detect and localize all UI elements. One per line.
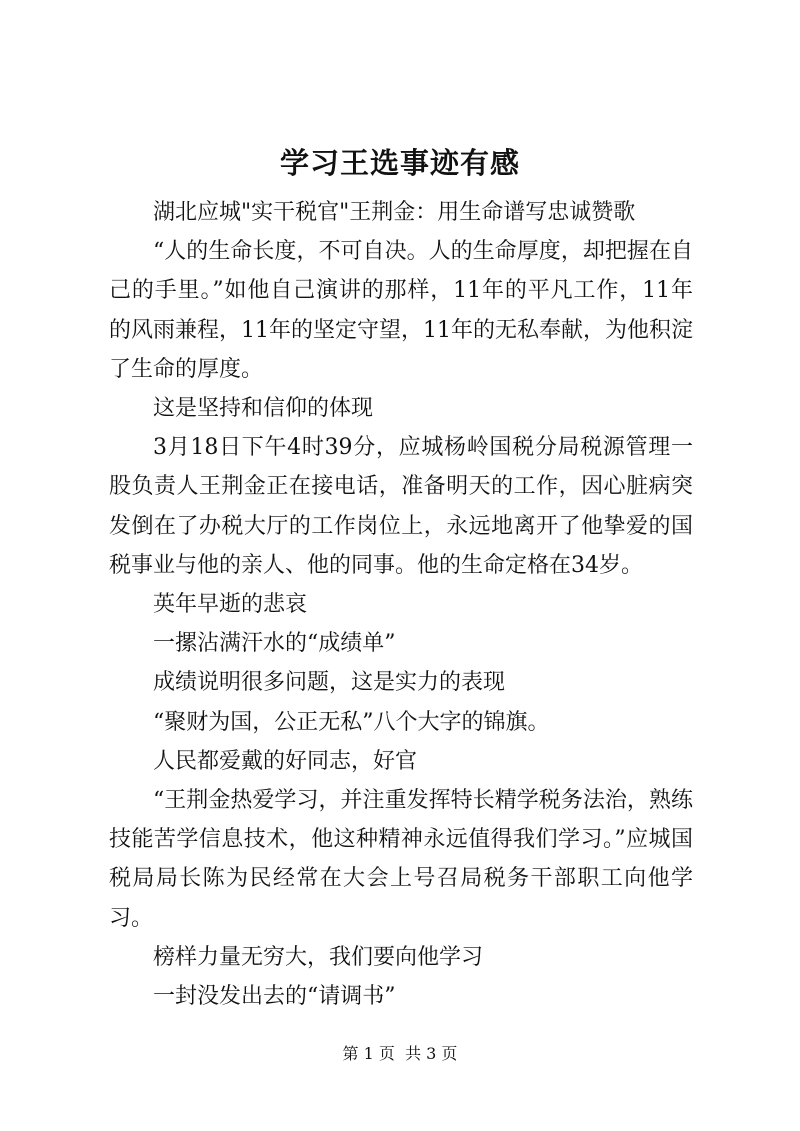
document-title: 学习王选事迹有感 (279, 146, 520, 180)
paragraph: 3月18日下午4时39分，应城杨岭国税分局税源管理一股负责人王荆金正在接电话，准备明天的工作，因心脏病突发倒在了办税大厅的工作岗位上，永远地离开了他挚爱的国税事业与他的亲人、他的同事。他的生命定格在34岁。 (109, 435, 693, 578)
paragraph: 英年早逝的悲哀 (153, 592, 308, 618)
paragraph: 榜样力量无穷大，我们要向他学习 (153, 944, 484, 970)
document-body (109, 193, 693, 1016)
paragraph-subtitle: 湖北应城"实干税官"王荆金：用生命谱写忠诚赞歌 (153, 200, 636, 225)
page-footer: 第 1 页 共 3 页 (342, 1044, 458, 1063)
paragraph: “聚财为国，公正无私”八个大字的锦旗。 (153, 709, 550, 735)
paragraph: 一封没发出去的“请调书” (153, 984, 396, 1010)
paragraph: 人民都爱戴的好同志，好官 (153, 748, 418, 774)
paragraph: 一摞沾满汗水的“成绩单” (153, 631, 396, 657)
paragraph: “王荆金热爱学习，并注重发挥特长精学税务法治，熟练技能苦学信息技术，他这种精神永远值得我们学习。”应城国税局局长陈为民经常在大会上号召局税务干部职工向他学习。 (109, 788, 693, 931)
paragraph: 成绩说明很多问题，这是实力的表现 (153, 670, 506, 696)
paragraph: “人的生命长度，不可自决。人的生命厚度，却把握在自己的手里。”如他自己演讲的那样，11年的平凡工作，11年的风雨兼程，11年的坚定守望，11年的无私奉献，为他积淀了生命的厚度。 (109, 239, 693, 382)
paragraph: 这是坚持和信仰的体现 (153, 396, 374, 422)
